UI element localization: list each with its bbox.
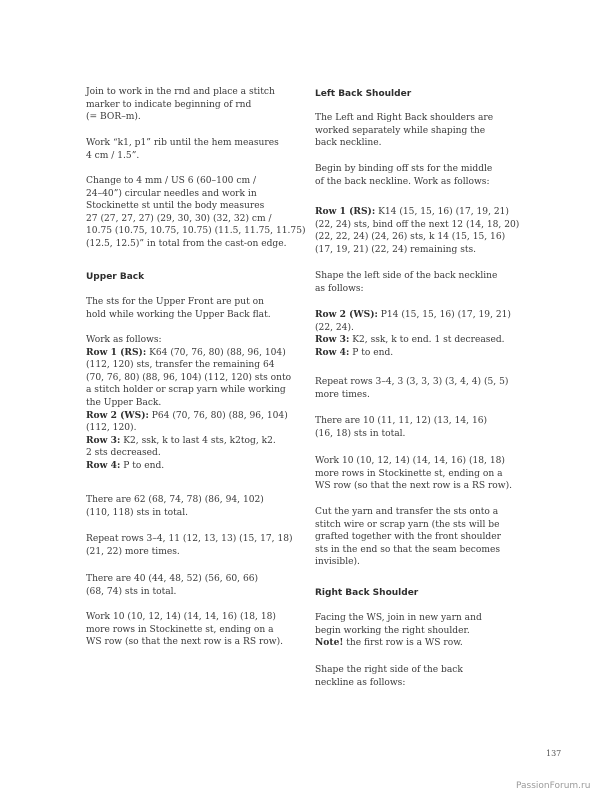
text-line: Work “k1, p1” rib until the hem measures — [86, 138, 279, 148]
text-line: (22, 24). — [315, 322, 354, 333]
text-line: a stitch holder or scrap yarn while working — [86, 385, 286, 396]
text-line: (17, 19, 21) (22, 24) remaining sts. — [315, 244, 477, 255]
text-line: hold while working the Upper Back flat. — [86, 309, 271, 320]
text-line: The Left and Right Back shoulders are — [315, 113, 494, 123]
text-line: (21, 22) more times. — [86, 546, 180, 557]
heading-left-back-shoulder: Left Back Shoulder — [315, 89, 412, 99]
body-paragraph — [86, 175, 306, 251]
text-line: Shape the right side of the back — [315, 665, 463, 675]
text-line: (16, 18) sts in total. — [315, 428, 406, 439]
left-work-rows — [315, 455, 515, 493]
bind-off-intro — [315, 163, 515, 188]
upper-back-intro — [86, 296, 291, 321]
text-line: (12.5, 12.5)” in total from the cast-on edge. — [86, 238, 287, 249]
text-line: invisible). — [315, 557, 360, 568]
text-line: WS row (so that the next row is a RS row). — [86, 637, 284, 648]
text-line: Repeat rows 3–4, 3 (3, 3, 3) (3, 4, 4) (5, 5) — [315, 377, 509, 387]
upper-back-instructions — [86, 334, 291, 473]
text-line: 27 (27, 27, 27) (29, 30, 30) (32, 32) cm / — [86, 213, 272, 224]
repeat-rows-paragraph — [86, 533, 291, 558]
text-line: back neckline. — [315, 138, 382, 149]
text-line: Change to 4 mm / US 6 (60–100 cm / — [86, 176, 257, 186]
text-line: more times. — [315, 389, 370, 400]
left-total-sts — [315, 415, 515, 440]
text-line: more rows in Stockinette st, ending on a — [86, 624, 274, 635]
row-1-rest — [86, 359, 291, 409]
watermark: PassionForum.ru — [516, 781, 591, 791]
text-line: marker to indicate beginning of rnd — [86, 99, 252, 110]
row-2-first-line: Row 2 (WS): P64 (70, 76, 80) (88, 96, 104) — [86, 409, 288, 421]
text-line: Stockinette st until the body measures — [86, 201, 265, 212]
text-line: (22, 24) sts, bind off the next 12 (14, 18, 20) — [315, 219, 520, 230]
text-line: stitch wire or scrap yarn (the sts will be — [315, 519, 500, 530]
work-as-follows: Work as follows: — [86, 335, 162, 345]
text-line: Facing the WS, join in new yarn and — [315, 613, 482, 623]
shape-right-intro — [315, 664, 515, 689]
page-number: 137 — [546, 749, 562, 758]
text-line: The sts for the Upper Front are put on — [86, 297, 264, 307]
shoulders-intro — [315, 112, 515, 150]
text-line: 4 cm / 1.5”. — [86, 150, 140, 161]
text-line: 10.75 (10.75, 10.75, 10.75) (11.5, 11.75, 11.75) — [86, 226, 306, 237]
left-row-1: Row 1 (RS): K14 (15, 15, 16) (17, 19, 21) (22, 24) sts, bind off the next 12 (14, 18, 20) (22, 22, 24) (24, 26) sts, k 14 (15, 15, 16) (17, 19, 21) (22, 24) remaining sts. — [315, 206, 520, 255]
text-line: There are 10 (11, 11, 12) (13, 14, 16) — [315, 416, 488, 426]
text-line: of the back neckline. Work as follows: — [315, 176, 490, 187]
text-line: the Upper Back. — [86, 397, 162, 408]
intro-paragraph — [86, 86, 291, 124]
heading-right-back-shoulder: Right Back Shoulder — [315, 588, 419, 598]
shape-left-intro — [315, 270, 515, 295]
text-line: Cut the yarn and transfer the sts onto a — [315, 507, 499, 517]
total-sts-paragraph-1 — [86, 494, 291, 519]
rib-paragraph — [86, 137, 291, 162]
row-1-first-line: Row 1 (RS): K64 (70, 76, 80) (88, 96, 104) — [86, 346, 286, 358]
text-line: more rows in Stockinette st, ending on a — [315, 468, 503, 479]
text-line: (110, 118) sts in total. — [86, 507, 189, 518]
text-line: as follows: — [315, 283, 364, 294]
text-line: (112, 120) sts, transfer the remaining 64 — [86, 360, 275, 371]
text-line: Join to work in the rnd and place a stitch — [86, 87, 275, 97]
text-line: Repeat rows 3–4, 11 (12, 13, 13) (15, 17, 18) — [86, 534, 293, 544]
text-line: Work 10 (10, 12, 14) (14, 14, 16) (18, 18) — [86, 612, 276, 622]
text-line: begin working the right shoulder. — [315, 625, 470, 636]
text-line: (70, 76, 80) (88, 96, 104) (112, 120) sts onto — [86, 372, 292, 383]
row-2-rest — [86, 422, 291, 435]
text-line: (68, 74) sts in total. — [86, 586, 177, 597]
left-rows-2-4: Row 2 (WS): P14 (15, 15, 16) (17, 19, 21) (22, 24). Row 3: K2, ssk, k to end. 1 st decreased. Row 4: P to end. — [315, 309, 515, 359]
row-4-line: Row 4: P to end. — [86, 459, 165, 471]
text-line: Begin by binding off sts for the middle — [315, 164, 493, 174]
text-line: worked separately while shaping the — [315, 125, 486, 136]
text-line: There are 40 (44, 48, 52) (56, 60, 66) — [86, 574, 259, 584]
text-line: grafted together with the front shoulder — [315, 532, 501, 543]
text-line: (112, 120). — [86, 423, 137, 434]
text-line: Shape the left side of the back neckline — [315, 271, 498, 281]
right-shoulder-intro: Facing the WS, join in new yarn and begin working the right shoulder. Note! the first row is a WS row. — [315, 612, 515, 650]
text-line: WS row (so that the next row is a RS row). — [315, 481, 513, 492]
text-line: neckline as follows: — [315, 677, 406, 688]
total-sts-paragraph-2 — [86, 573, 291, 598]
text-line: There are 62 (68, 74, 78) (86, 94, 102) — [86, 495, 264, 505]
text-line: sts in the end so that the seam becomes — [315, 544, 500, 555]
text-line: (22, 22, 24) (24, 26) sts, k 14 (15, 15, 16) — [315, 232, 506, 243]
repeat-left-paragraph — [315, 376, 515, 401]
heading-upper-back: Upper Back — [86, 272, 145, 282]
text-line: 24–40”) circular needles and work in — [86, 188, 257, 199]
text-line: 2 sts decreased. — [86, 448, 161, 459]
text-line: (= BOR–m). — [86, 112, 141, 123]
text-line: Work 10 (10, 12, 14) (14, 14, 16) (18, 18) — [315, 456, 505, 466]
cut-yarn-paragraph — [315, 506, 515, 569]
work-rows-paragraph — [86, 611, 291, 649]
row-3-first-line: Row 3: K2, ssk, k to last 4 sts, k2tog, k2. — [86, 434, 276, 446]
row-3-rest — [86, 447, 291, 460]
